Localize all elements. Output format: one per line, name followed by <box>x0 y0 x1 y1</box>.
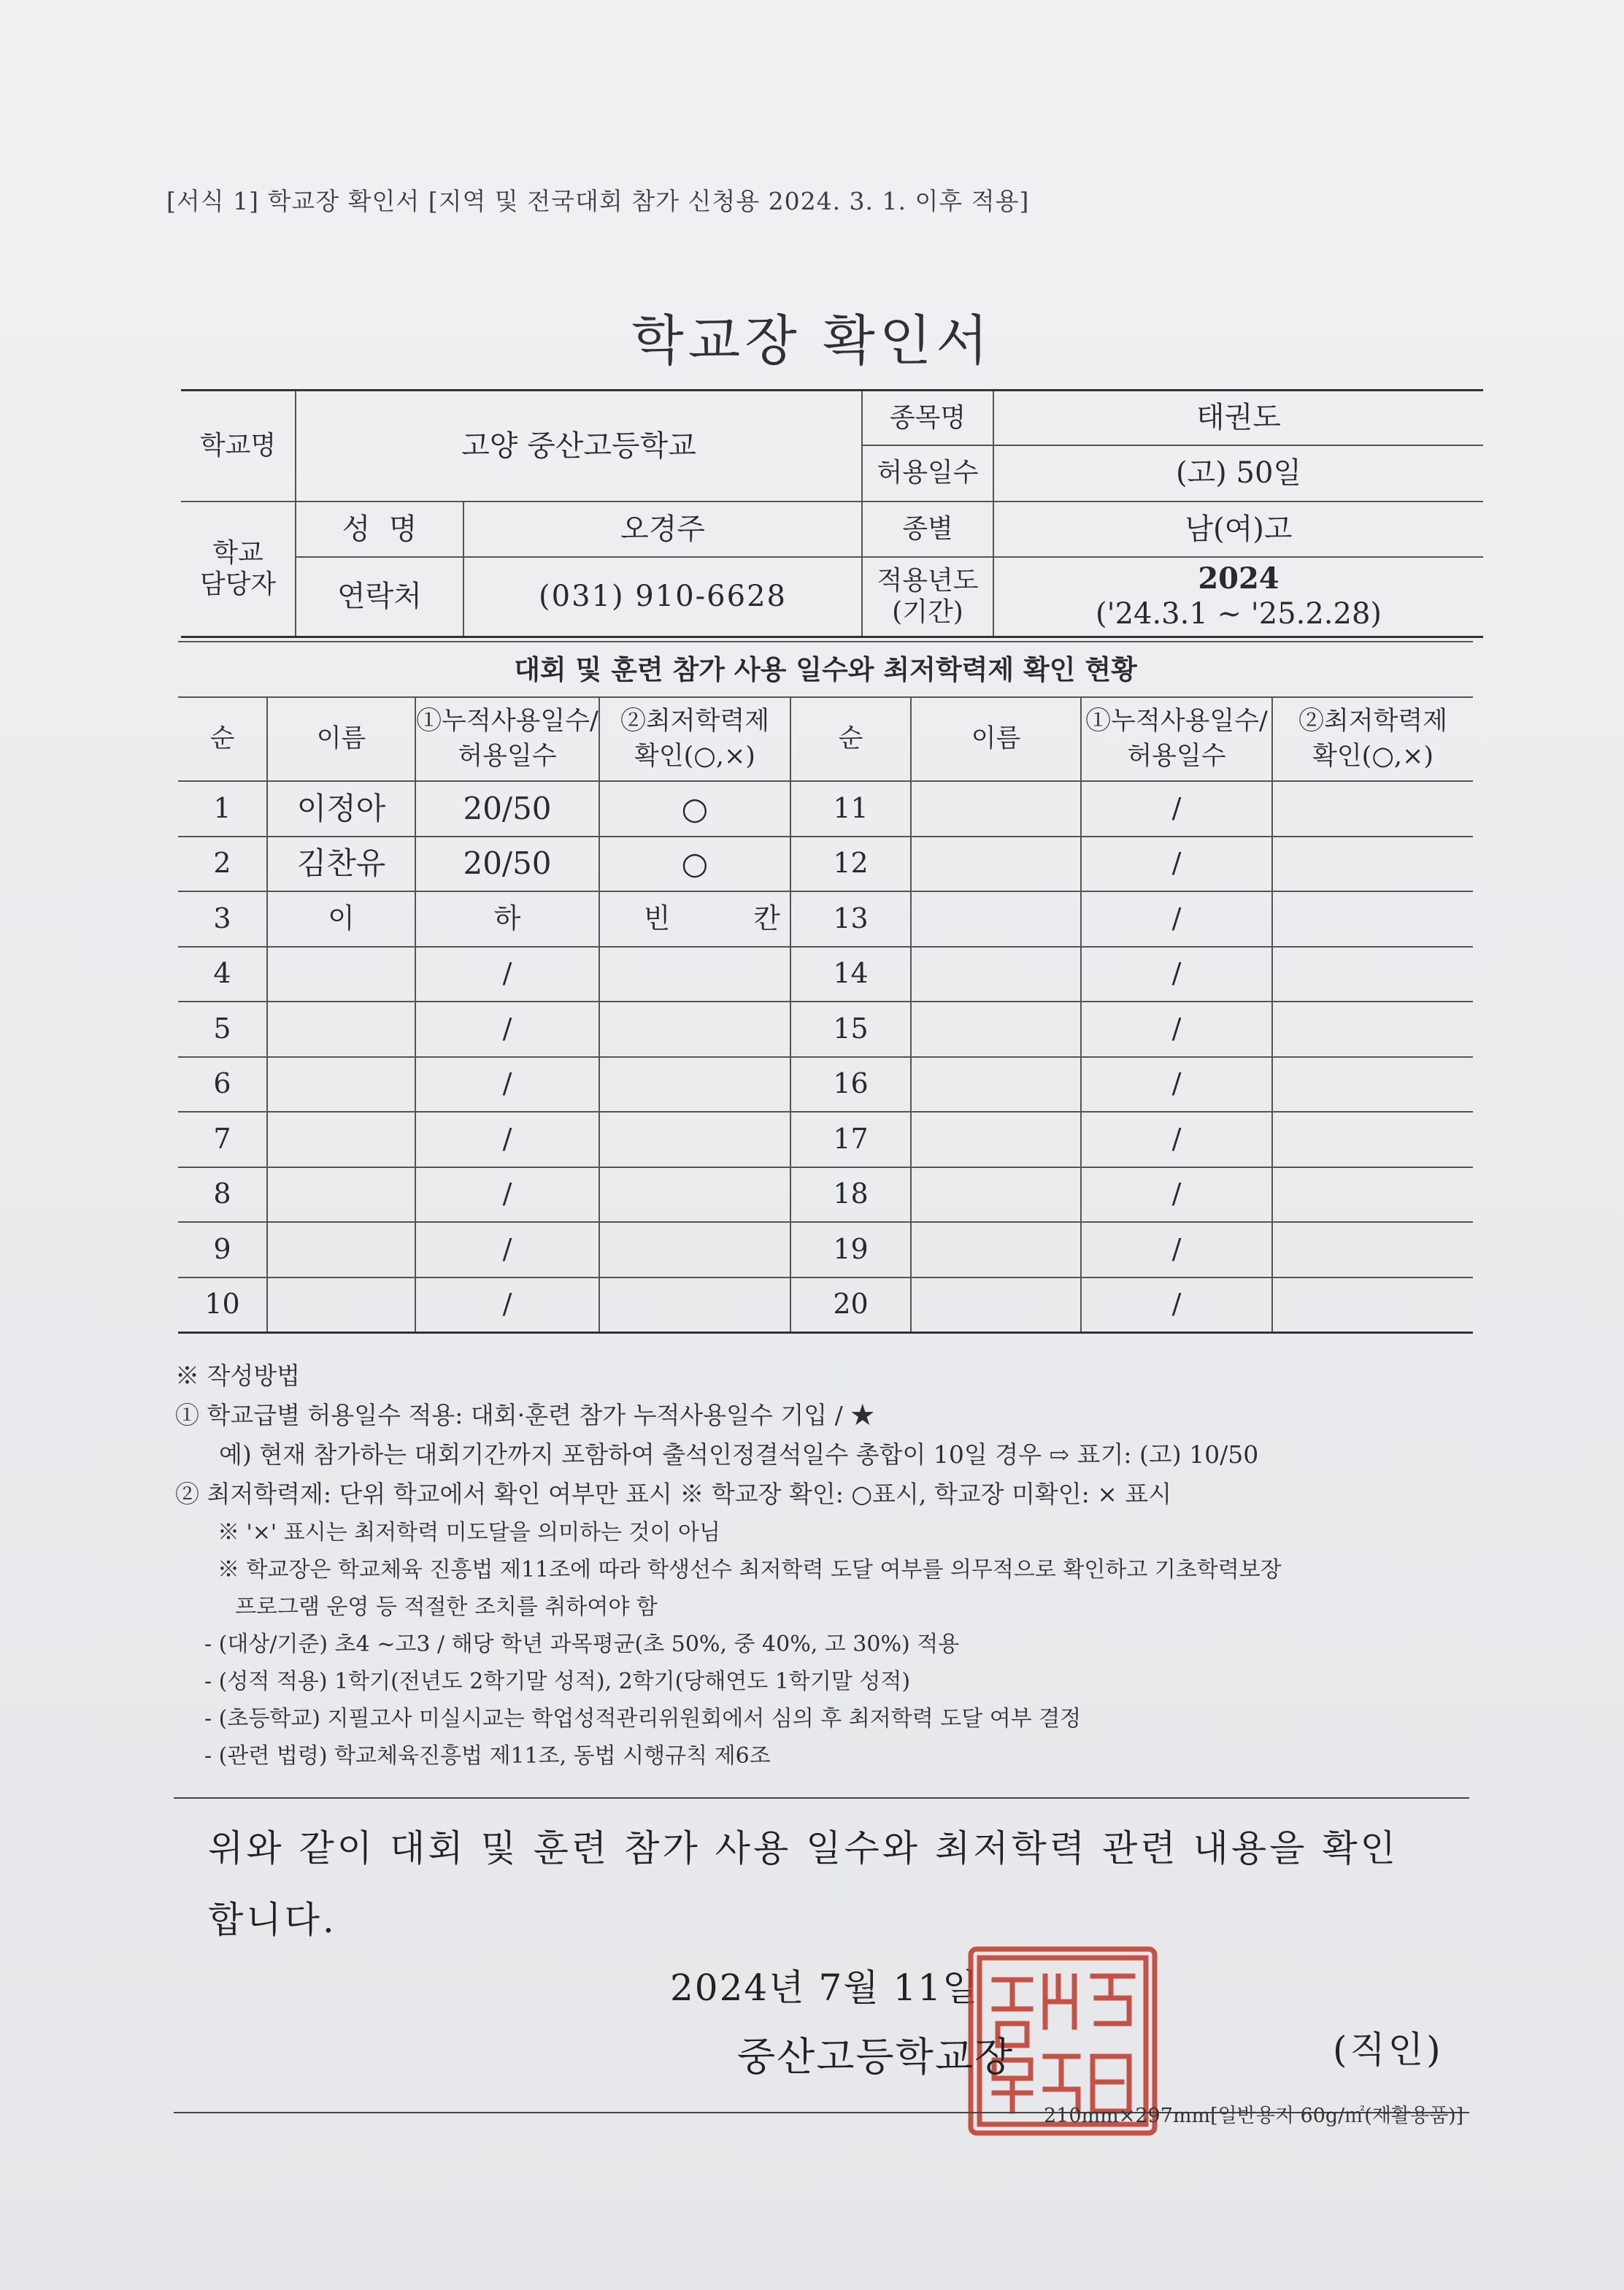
confirmation-text-end: 합니다. <box>208 1899 337 1941</box>
row-days: 20/50 <box>415 837 599 892</box>
row-days: 하 <box>415 891 599 947</box>
row-academic <box>599 1277 790 1333</box>
category-value: 남(여)고 <box>993 502 1483 557</box>
row-no-2: 18 <box>790 1167 911 1223</box>
note-line: - (관련 법령) 학교체육진흥법 제11조, 동법 시행규칙 제6조 <box>204 1743 771 1769</box>
table-row <box>178 1112 1473 1167</box>
row-name-2 <box>911 781 1081 837</box>
row-academic-2 <box>1272 891 1473 947</box>
row-no: 1 <box>178 781 267 837</box>
row-name-2 <box>911 1112 1081 1167</box>
year-label: 적용년도 (기간) <box>862 557 993 637</box>
row-academic <box>599 1057 790 1113</box>
form-label: [서식 1] 학교장 확인서 [지역 및 전국대회 참가 신청용 2024. 3. 1. 이후 적용] <box>166 187 1030 215</box>
row-academic: ○ <box>599 781 790 837</box>
row-no-2: 17 <box>790 1112 911 1167</box>
row-name <box>267 1222 415 1277</box>
row-academic-2 <box>1272 1167 1473 1223</box>
confirmation-text: 위와 같이 대회 및 훈련 참가 사용 일수와 최저학력 관련 내용을 확인 <box>208 1827 1398 1870</box>
row-days: / <box>415 1167 599 1223</box>
row-name-2 <box>911 891 1081 947</box>
row-name-2 <box>911 1222 1081 1277</box>
row-no: 5 <box>178 1002 267 1057</box>
row-no: 9 <box>178 1222 267 1277</box>
header-name: 이름 <box>267 697 415 781</box>
row-no-2: 14 <box>790 947 911 1002</box>
seal-label: (직인) <box>1333 2029 1444 2071</box>
year-cell <box>993 557 1483 637</box>
row-academic: ○ <box>599 837 790 892</box>
note-line: ※ '×' 표시는 최저학력 미도달을 의미하는 것이 아님 <box>218 1520 721 1545</box>
row-days-2: / <box>1081 1057 1272 1113</box>
row-days: / <box>415 947 599 1002</box>
row-academic-2 <box>1272 1057 1473 1113</box>
header-name-2: 이름 <box>911 697 1081 781</box>
row-days: / <box>415 1222 599 1277</box>
year-value: 2024 <box>1198 561 1279 596</box>
row-no: 7 <box>178 1112 267 1167</box>
status-title: 대회 및 훈련 참가 사용 일수와 최저학력제 확인 현황 <box>178 642 1473 697</box>
allowed-days-value: (고) 50일 <box>993 445 1483 502</box>
row-days-2: / <box>1081 837 1272 892</box>
table-row <box>178 781 1473 837</box>
table-row <box>178 891 1473 947</box>
info-table <box>181 389 1483 638</box>
row-academic-2 <box>1272 837 1473 892</box>
row-no: 6 <box>178 1057 267 1113</box>
row-name-2 <box>911 947 1081 1002</box>
note-line: - (성적 적용) 1학기(전년도 2학기말 성적), 2학기(당해연도 1학기말 성적) <box>204 1669 911 1694</box>
row-no-2: 12 <box>790 837 911 892</box>
row-name-2 <box>911 1057 1081 1113</box>
row-no: 10 <box>178 1277 267 1333</box>
note-line: ※ 학교장은 학교체육 진흥법 제11조에 따라 학생선수 최저학력 도달 여부를 의무적으로 확인하고 기초학력보장 <box>218 1557 1282 1583</box>
row-academic-2 <box>1272 947 1473 1002</box>
row-name <box>267 1057 415 1113</box>
category-label: 종별 <box>862 502 993 557</box>
allowed-days-label: 허용일수 <box>862 445 993 502</box>
row-days-2: / <box>1081 947 1272 1002</box>
table-row <box>178 1222 1473 1277</box>
row-days: / <box>415 1277 599 1333</box>
row-name <box>267 1002 415 1057</box>
note-line: - (대상/기준) 초4 ~고3 / 해당 학년 과목평균(초 50%, 중 40%, 고 30%) 적용 <box>204 1632 960 1657</box>
period-value: ('24.3.1 ~ '25.2.28) <box>1095 597 1382 631</box>
table-row <box>178 837 1473 892</box>
contact-value: (031) 910-6628 <box>463 557 862 637</box>
row-days-2: / <box>1081 1277 1272 1333</box>
row-no-2: 16 <box>790 1057 911 1113</box>
row-academic <box>599 1167 790 1223</box>
row-name <box>267 1112 415 1167</box>
paper-spec: 210mm×297mm[일반용지 60g/㎡(재활용품)] <box>1044 2105 1464 2127</box>
row-name-2 <box>911 837 1081 892</box>
manager-label: 학교 담당자 <box>181 502 296 637</box>
note-line: 프로그램 운영 등 적절한 조치를 취하여야 함 <box>235 1594 658 1620</box>
row-no: 4 <box>178 947 267 1002</box>
row-name-2 <box>911 1277 1081 1333</box>
event-label: 종목명 <box>862 391 993 445</box>
row-name: 이 <box>267 891 415 947</box>
table-row <box>178 1002 1473 1057</box>
row-no-2: 15 <box>790 1002 911 1057</box>
issue-date: 2024년 7월 11일 <box>670 1967 980 2009</box>
row-academic <box>599 1222 790 1277</box>
header-days-2: ①누적사용일수/ 허용일수 <box>1081 697 1272 781</box>
row-no-2: 20 <box>790 1277 911 1333</box>
note-line: ① 학교급별 허용일수 적용: 대회·훈련 참가 누적사용일수 기입 / ★ <box>175 1401 875 1429</box>
row-no-2: 13 <box>790 891 911 947</box>
header-academic: ②최저학력제 확인(○,×) <box>599 697 790 781</box>
row-name: 김찬유 <box>267 837 415 892</box>
row-name <box>267 1277 415 1333</box>
row-academic <box>599 947 790 1002</box>
header-no-2: 순 <box>790 697 911 781</box>
row-academic <box>599 1002 790 1057</box>
note-line: 예) 현재 참가하는 대회기간까지 포함하여 출석인정결석일수 총합이 10일 경우 ⇨ 표기: (고) 10/50 <box>219 1440 1259 1469</box>
header-days: ①누적사용일수/ 허용일수 <box>415 697 599 781</box>
divider-top <box>174 1797 1469 1799</box>
row-name <box>267 1167 415 1223</box>
row-days: / <box>415 1112 599 1167</box>
principal-name: 중산고등학교장 <box>737 2034 1015 2080</box>
table-row <box>178 1167 1473 1223</box>
row-no: 3 <box>178 891 267 947</box>
row-days: 20/50 <box>415 781 599 837</box>
table-row <box>178 947 1473 1002</box>
instructions <box>175 1356 1489 1775</box>
school-label: 학교명 <box>181 391 296 502</box>
row-name <box>267 947 415 1002</box>
row-academic-2 <box>1272 1002 1473 1057</box>
row-name: 이정아 <box>267 781 415 837</box>
name-value: 오경주 <box>463 502 862 557</box>
row-academic <box>599 891 790 947</box>
header-academic-2: ②최저학력제 확인(○,×) <box>1272 697 1473 781</box>
row-days: / <box>415 1002 599 1057</box>
row-no: 2 <box>178 837 267 892</box>
note-line: ② 최저학력제: 단위 학교에서 확인 여부만 표시 ※ 학교장 확인: ○표시, 학교장 미확인: × 표시 <box>175 1480 1172 1508</box>
contact-label: 연락처 <box>296 557 463 637</box>
status-table <box>178 641 1473 1334</box>
row-academic-2 <box>1272 781 1473 837</box>
blank-note-a: 빈 <box>643 902 671 934</box>
event-value: 태권도 <box>993 391 1483 445</box>
blank-note-b: 칸 <box>753 902 780 934</box>
row-academic-2 <box>1272 1112 1473 1167</box>
notes-heading: ※ 작성방법 <box>175 1361 301 1390</box>
row-days: / <box>415 1057 599 1113</box>
table-row <box>178 1277 1473 1333</box>
row-days-2: / <box>1081 781 1272 837</box>
row-no-2: 19 <box>790 1222 911 1277</box>
row-academic-2 <box>1272 1277 1473 1333</box>
header-no: 순 <box>178 697 267 781</box>
table-row <box>178 1057 1473 1113</box>
row-days-2: / <box>1081 1222 1272 1277</box>
row-academic-2 <box>1272 1222 1473 1277</box>
row-days-2: / <box>1081 1167 1272 1223</box>
row-no-2: 11 <box>790 781 911 837</box>
document-title: 학교장 확인서 <box>631 310 993 372</box>
row-name-2 <box>911 1002 1081 1057</box>
row-name-2 <box>911 1167 1081 1223</box>
row-days-2: / <box>1081 1112 1272 1167</box>
row-days-2: / <box>1081 1002 1272 1057</box>
note-line: - (초등학교) 지필고사 미실시교는 학업성적관리위원회에서 심의 후 최저학력 도달 여부 결정 <box>204 1706 1082 1732</box>
row-no: 8 <box>178 1167 267 1223</box>
name-label: 성 명 <box>296 502 463 557</box>
row-academic <box>599 1112 790 1167</box>
row-days-2: / <box>1081 891 1272 947</box>
school-value: 고양 중산고등학교 <box>296 391 862 502</box>
